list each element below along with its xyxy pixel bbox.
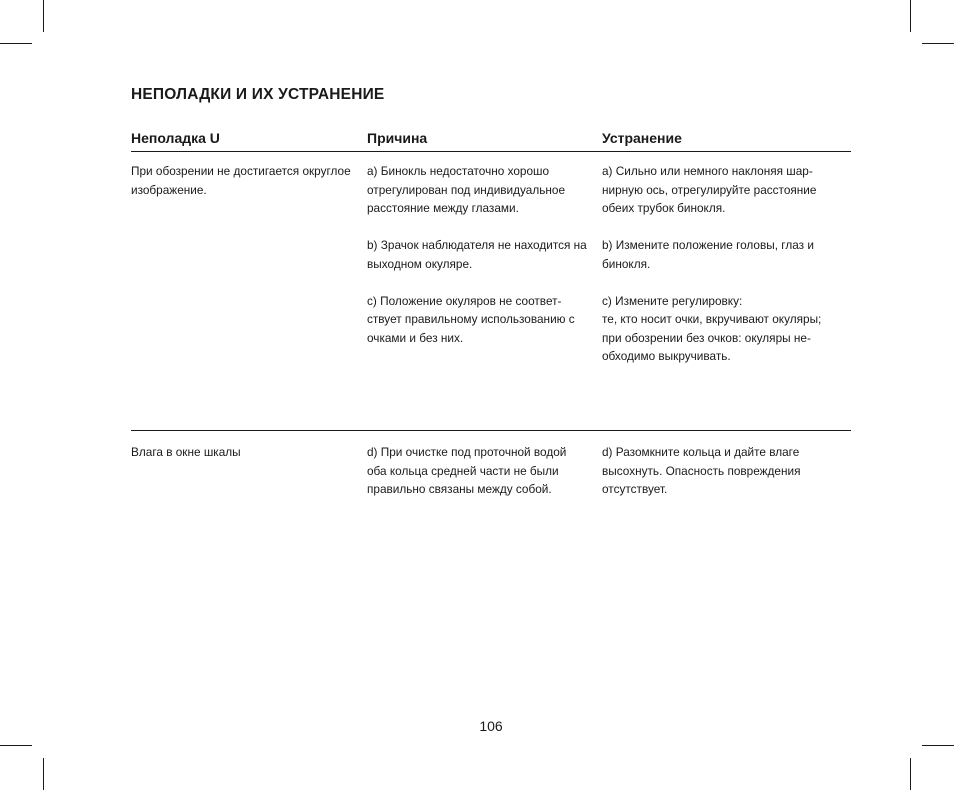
crop-mark-top-right-vertical [910, 0, 911, 32]
text-line: c) Измените регулировку: [602, 293, 743, 308]
page-title: НЕПОЛАДКИ И ИХ УСТРАНЕНИЕ [131, 86, 385, 103]
crop-mark-bottom-left-vertical [43, 758, 44, 790]
crop-mark-top-right-horizontal [922, 43, 954, 44]
row-1-causes [367, 162, 603, 347]
remedy-d [602, 443, 842, 499]
header-rule [131, 151, 851, 152]
text-line: a) Сильно или немного наклоняя шар- [602, 164, 813, 178]
remedy-b [602, 236, 842, 273]
row-divider [131, 430, 851, 431]
text-line: нирную ось, отрегулируйте расстояние [602, 182, 817, 197]
row-2-remedies [602, 443, 842, 499]
text-line: b) Измените положение головы, глаз и [602, 238, 814, 252]
crop-mark-bottom-left-horizontal [0, 745, 32, 746]
remedy-a [602, 162, 842, 218]
text-line: Влага в окне шкалы [131, 445, 241, 459]
row-2-problem [131, 443, 367, 462]
text-line: При обозрении не достигается округлое [131, 164, 351, 178]
text-line: очками и без них. [367, 330, 464, 345]
text-line: a) Бинокль недостаточно хорошо [367, 164, 550, 178]
header-cause: Причина [367, 130, 428, 146]
text-line: обходимо выкручивать. [602, 349, 731, 363]
text-line: b) Зрачок наблюдателя не находится на [367, 238, 587, 252]
text-line: выходном окуляре. [367, 256, 473, 271]
text-line: изображение. [131, 182, 207, 197]
cause-a [367, 162, 603, 218]
crop-mark-bottom-right-vertical [910, 758, 911, 790]
row-2-causes [367, 443, 603, 499]
text-line: d) При очистке под проточной водой [367, 445, 567, 459]
crop-mark-bottom-right-horizontal [922, 745, 954, 746]
text-line: обеих трубок бинокля. [602, 201, 726, 215]
text-line: правильно связаны между собой. [367, 482, 552, 496]
row-1-remedies [602, 162, 842, 366]
text-line: d) Разомкните кольца и дайте влаге [602, 445, 800, 459]
text-line: ствует правильному использованию с [367, 312, 575, 326]
text-line: высохнуть. Опасность повреждения [602, 463, 801, 478]
text-line: те, кто носит очки, вкручивают окуляры; [602, 312, 822, 326]
problem-text [131, 162, 367, 199]
row-1-problem [131, 162, 367, 199]
page-number: 106 [479, 718, 503, 734]
problem-text [131, 443, 367, 462]
text-line: оба кольца средней части не были [367, 463, 559, 478]
text-line: расстояние между глазами. [367, 201, 519, 215]
crop-mark-top-left-horizontal [0, 43, 32, 44]
text-line: отсутствует. [602, 482, 668, 496]
text-line: c) Положение окуляров не соответ- [367, 293, 562, 308]
cause-b [367, 236, 603, 273]
crop-mark-top-left-vertical [43, 0, 44, 32]
header-remedy: Устранение [602, 130, 682, 146]
text-line: при обозрении без очков: окуляры не- [602, 330, 811, 345]
remedy-c [602, 292, 842, 366]
header-problem: Неполадка U [131, 130, 220, 146]
cause-c [367, 292, 603, 348]
text-line: бинокля. [602, 256, 651, 271]
cause-d [367, 443, 603, 499]
text-line: отрегулирован под индивидуальное [367, 182, 566, 197]
